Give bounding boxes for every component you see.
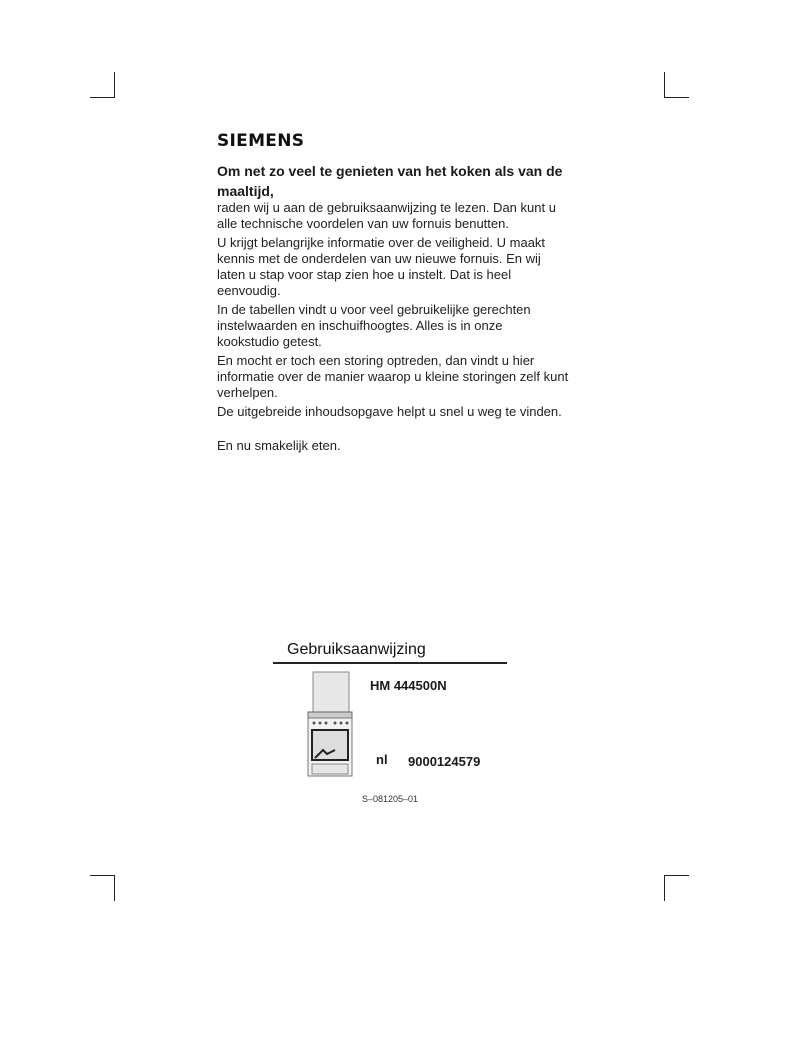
paragraph <box>217 353 577 401</box>
intro-heading <box>217 161 577 201</box>
paragraph <box>217 404 577 420</box>
paragraph <box>217 200 577 232</box>
siemens-logo: SIEMENS <box>217 131 305 151</box>
crop-mark-top-right-h <box>664 97 689 98</box>
text-line: En mocht er toch een storing optreden, dan vindt u hier <box>217 353 535 368</box>
intro-body <box>217 200 577 457</box>
language-code: nl <box>376 752 388 767</box>
text-line: informatie over de manier waarop u kleine storingen zelf kunt <box>217 369 569 384</box>
model-number: HM 444500N <box>370 678 447 693</box>
text-line: verhelpen. <box>217 385 278 400</box>
crop-mark-top-left-h <box>90 97 115 98</box>
text-line: instelwaarden en inschuifhoogtes. Alles is in onze <box>217 318 503 333</box>
crop-mark-top-right <box>664 72 665 98</box>
text-line: raden wij u aan de gebruiksaanwijzing te lezen. Dan kunt u <box>217 200 556 215</box>
text-line: eenvoudig. <box>217 283 281 298</box>
text-line: kennis met de onderdelen van uw nieuwe fornuis. En wij <box>217 251 541 266</box>
text-line: alle technische voordelen van uw fornuis benutten. <box>217 216 509 231</box>
text-line: U krijgt belangrijke informatie over de veiligheid. U maakt <box>217 235 546 250</box>
paragraph <box>217 302 577 350</box>
text-line: kookstudio getest. <box>217 334 322 349</box>
document-code: S–081205–01 <box>362 794 419 804</box>
part-number: 9000124579 <box>408 754 481 769</box>
title-rule <box>273 662 507 664</box>
cover-title: Gebruiksaanwijzing <box>287 641 426 658</box>
text-line: laten u stap voor stap zien hoe u instelt. Dat is heel <box>217 267 512 282</box>
crop-mark-bottom-right <box>664 875 665 901</box>
paragraph <box>217 235 577 299</box>
closing-line: En nu smakelijk eten. <box>217 438 341 453</box>
crop-mark-bottom-left-h <box>90 875 115 876</box>
crop-mark-bottom-right-h <box>664 875 689 876</box>
text-line: In de tabellen vindt u voor veel gebruikelijke gerechten <box>217 302 531 317</box>
text-line: De uitgebreide inhoudsopgave helpt u snel u weg te vinden. <box>217 404 562 419</box>
heading-line: Om net zo veel te genieten van het koken als van de <box>217 163 563 179</box>
crop-mark-top-left <box>114 72 115 98</box>
crop-mark-bottom-left <box>114 875 115 901</box>
stove-illustration <box>305 670 353 780</box>
heading-line: maaltijd, <box>217 183 274 199</box>
